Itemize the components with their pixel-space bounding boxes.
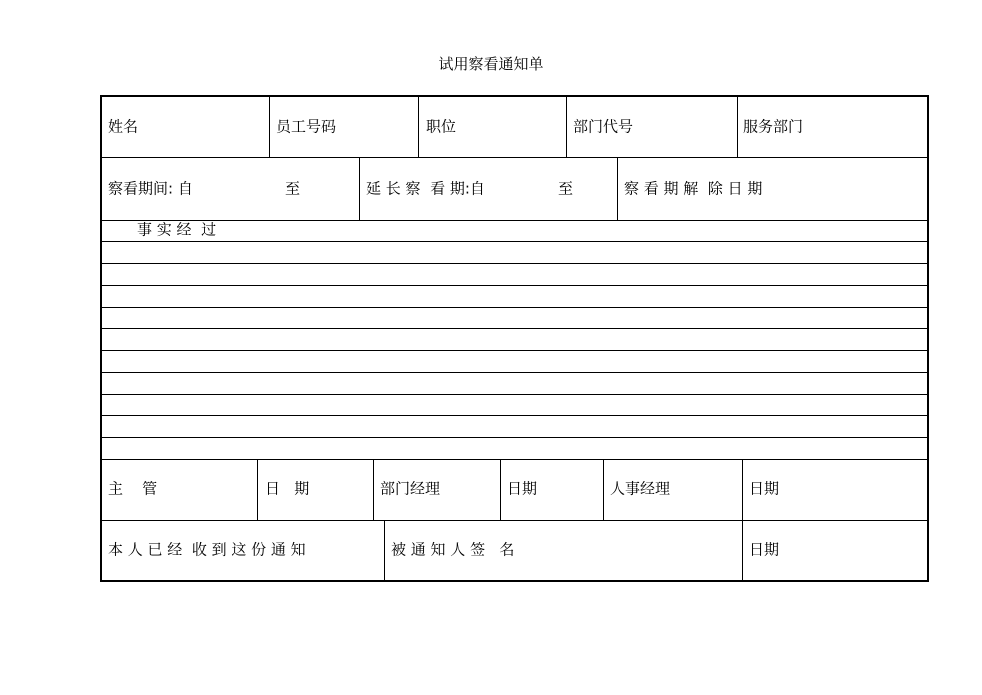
- row-divider: [102, 157, 927, 158]
- date-label: 日 期: [265, 479, 310, 498]
- date-label: 日期: [749, 540, 780, 559]
- row-divider: [102, 220, 927, 221]
- cell-divider: [617, 157, 618, 220]
- acknowledgement-label: 本 人 已 经 收 到 这 份 通 知: [108, 540, 306, 559]
- row-divider: [102, 520, 927, 521]
- cell-divider: [566, 97, 567, 157]
- cell-divider: [257, 459, 258, 520]
- cell-divider: [500, 459, 501, 520]
- cell-divider: [742, 520, 743, 582]
- extended-probation-label: 延 长 察 看 期:自: [366, 179, 485, 198]
- facts-line: [102, 285, 927, 286]
- form-title: 试用察看通知单: [438, 55, 544, 73]
- facts-line: [102, 394, 927, 395]
- cell-divider: [737, 97, 738, 157]
- facts-label: 事 实 经 过: [137, 220, 217, 239]
- probation-notice-form: [100, 95, 929, 582]
- signature-label: 被 通 知 人 签 名: [391, 540, 515, 559]
- cell-divider: [373, 459, 374, 520]
- cell-divider: [742, 459, 743, 520]
- probation-period-label: 察看期间: 自: [108, 179, 193, 198]
- cell-divider: [603, 459, 604, 520]
- row-divider: [102, 241, 927, 242]
- release-date-label: 察 看 期 解 除 日 期: [624, 179, 763, 198]
- facts-line: [102, 307, 927, 308]
- date-label: 日期: [507, 479, 538, 498]
- dept-manager-label: 部门经理: [380, 479, 441, 498]
- cell-divider: [359, 157, 360, 220]
- to-label: 至: [285, 179, 301, 198]
- cell-divider: [384, 520, 385, 582]
- hr-manager-label: 人事经理: [610, 479, 671, 498]
- employee-id-label: 员工号码: [276, 117, 337, 136]
- dept-code-label: 部门代号: [573, 117, 634, 136]
- facts-line: [102, 350, 927, 351]
- cell-divider: [269, 97, 270, 157]
- supervisor-label: 主 管: [108, 479, 158, 498]
- facts-line: [102, 415, 927, 416]
- cell-divider: [418, 97, 419, 157]
- position-label: 职位: [426, 117, 457, 136]
- facts-line: [102, 437, 927, 438]
- facts-line: [102, 263, 927, 264]
- facts-line: [102, 328, 927, 329]
- to-label: 至: [558, 179, 574, 198]
- row-divider: [102, 459, 927, 460]
- date-label: 日期: [749, 479, 780, 498]
- service-dept-label: 服务部门: [743, 117, 804, 136]
- facts-line: [102, 372, 927, 373]
- name-label: 姓名: [108, 117, 139, 136]
